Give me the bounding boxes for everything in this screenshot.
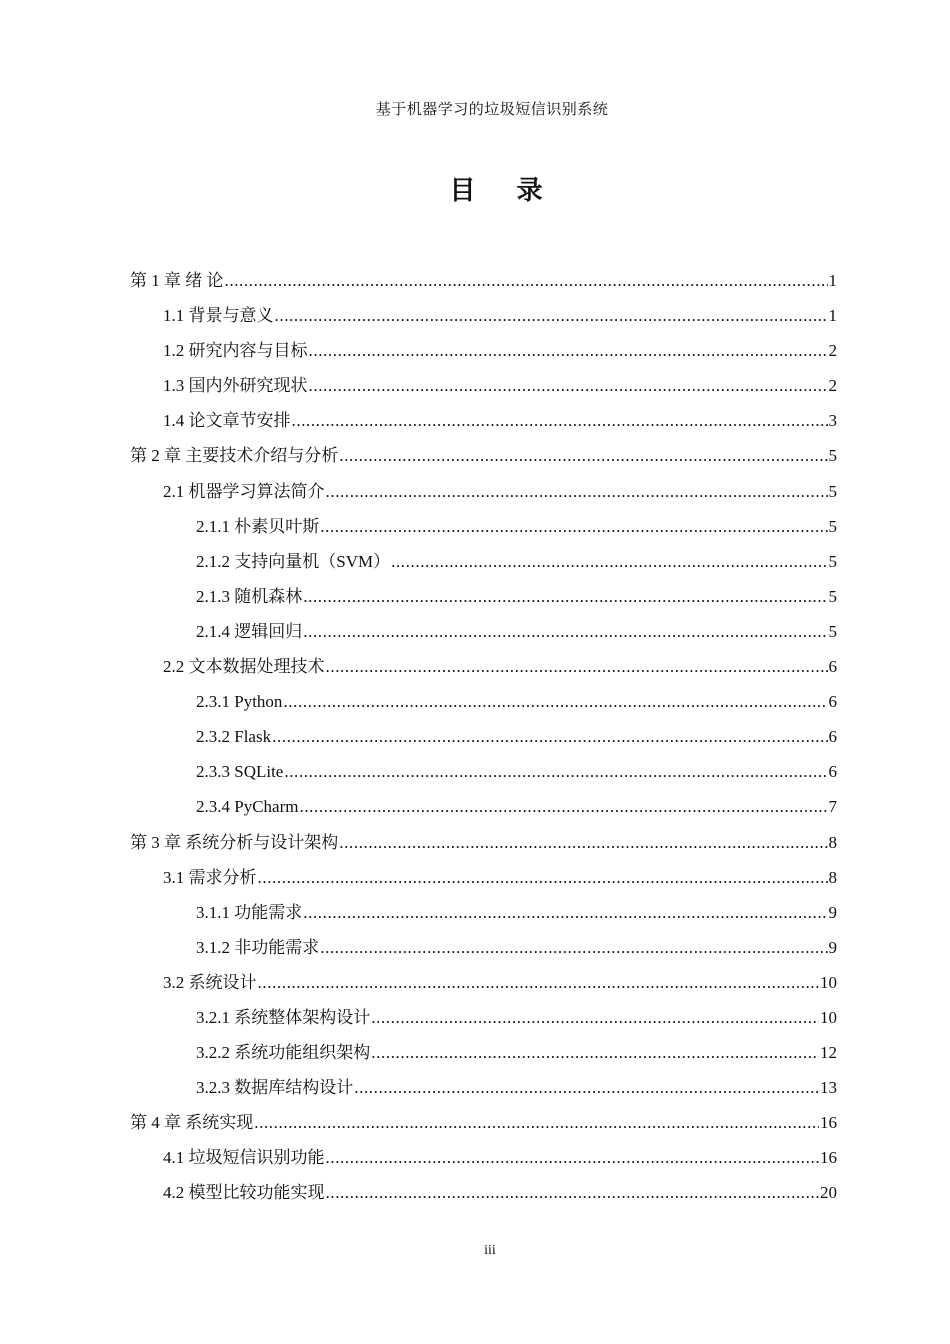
- toc-entry-label: 第 1 章 绪 论: [130, 271, 224, 290]
- toc-entry-page-number: 3: [828, 411, 837, 431]
- toc-entry-page-number: 5: [828, 551, 837, 571]
- toc-entry-label: 2.1.4 逻辑回归: [196, 621, 303, 641]
- toc-entry-page-number: 5: [828, 446, 837, 466]
- toc-entry-label: 1.2 研究内容与目标: [163, 341, 308, 361]
- toc-entry-label: 3.2 系统设计: [163, 972, 257, 992]
- table-of-contents: [130, 263, 837, 1211]
- toc-entry-page-number: 6: [828, 762, 837, 782]
- toc-entry[interactable]: [130, 754, 837, 789]
- toc-entry-page-number: 5: [828, 621, 837, 641]
- toc-entry-label: 2.1.1 朴素贝叶斯: [196, 516, 320, 536]
- toc-entry[interactable]: [130, 438, 837, 473]
- toc-entry-page-number: 9: [828, 902, 837, 922]
- toc-dot-leader: [309, 333, 828, 368]
- toc-entry-label: 2.1 机器学习算法简介: [163, 481, 325, 501]
- toc-entry-label: 3.1 需求分析: [163, 867, 257, 887]
- toc-entry-page-number: 10: [820, 1007, 837, 1027]
- toc-entry[interactable]: [130, 474, 837, 509]
- toc-entry-label: 2.1.3 随机森林: [196, 586, 303, 606]
- toc-dot-leader: [371, 1000, 819, 1035]
- toc-entry[interactable]: [130, 825, 837, 860]
- toc-entry[interactable]: [130, 579, 837, 614]
- toc-entry[interactable]: [130, 1000, 837, 1035]
- toc-entry-label: 2.3.3 SQLite: [196, 762, 284, 782]
- toc-entry-label: 3.1.1 功能需求: [196, 902, 303, 922]
- toc-dot-leader: [326, 474, 828, 509]
- toc-dot-leader: [258, 860, 828, 895]
- toc-dot-leader: [309, 368, 828, 403]
- toc-entry[interactable]: [130, 1105, 837, 1140]
- toc-dot-leader: [391, 544, 827, 579]
- toc-dot-leader: [320, 509, 827, 544]
- toc-entry-page-number: 5: [828, 516, 837, 536]
- toc-entry-label: 2.2 文本数据处理技术: [163, 657, 325, 677]
- toc-entry[interactable]: [130, 368, 837, 403]
- toc-entry-label: 2.3.2 Flask: [196, 727, 272, 747]
- toc-entry-label: 第 4 章 系统实现: [130, 1113, 254, 1133]
- toc-entry-page-number: 12: [820, 1043, 837, 1063]
- toc-dot-leader: [371, 1035, 819, 1070]
- toc-entry[interactable]: [130, 684, 837, 719]
- running-header: 基于机器学习的垃圾短信识别系统: [375, 102, 609, 118]
- toc-dot-leader: [272, 719, 827, 754]
- toc-entry-page-number: 6: [828, 692, 837, 712]
- toc-entry[interactable]: [130, 860, 837, 895]
- toc-dot-leader: [284, 754, 827, 789]
- toc-entry[interactable]: [130, 544, 837, 579]
- toc-dot-leader: [339, 825, 827, 860]
- toc-entry-label: 3.2.1 系统整体架构设计: [196, 1007, 371, 1027]
- toc-entry[interactable]: [130, 649, 837, 684]
- toc-entry-page-number: 9: [828, 937, 837, 957]
- toc-dot-leader: [303, 579, 827, 614]
- toc-entry-label: 2.1.2 支持向量机（SVM）: [196, 551, 391, 571]
- toc-dot-leader: [292, 403, 828, 438]
- toc-entry[interactable]: [130, 1035, 837, 1070]
- toc-entry-label: 3.2.2 系统功能组织架构: [196, 1043, 371, 1063]
- toc-entry-label: 4.2 模型比较功能实现: [163, 1183, 325, 1203]
- toc-entry-page-number: 10: [820, 972, 837, 992]
- toc-entry[interactable]: [130, 1070, 837, 1105]
- toc-entry[interactable]: [130, 614, 837, 649]
- toc-entry-label: 第 3 章 系统分析与设计架构: [130, 832, 339, 852]
- toc-entry-label: 2.3.4 PyCharm: [196, 797, 299, 817]
- toc-entry-page-number: 5: [828, 586, 837, 606]
- toc-entry-label: 3.1.2 非功能需求: [196, 937, 320, 957]
- toc-entry[interactable]: [130, 509, 837, 544]
- toc-entry[interactable]: [130, 895, 837, 930]
- toc-entry-label: 1.3 国内外研究现状: [163, 376, 308, 396]
- toc-entry[interactable]: [130, 1140, 837, 1175]
- toc-entry[interactable]: [130, 1175, 837, 1210]
- toc-entry-label: 2.3.1 Python: [196, 692, 283, 712]
- toc-dot-leader: [299, 789, 827, 824]
- toc-dot-leader: [320, 930, 827, 965]
- toc-dot-leader: [303, 895, 827, 930]
- toc-dot-leader: [339, 438, 827, 473]
- toc-entry-page-number: 2: [828, 376, 837, 396]
- toc-entry-label: 3.2.3 数据库结构设计: [196, 1078, 354, 1098]
- toc-entry-page-number: 16: [820, 1148, 837, 1168]
- toc-dot-leader: [303, 614, 827, 649]
- toc-title: 目 录: [449, 176, 559, 206]
- toc-entry-page-number: 1: [828, 306, 837, 326]
- toc-entry-page-number: 5: [828, 481, 837, 501]
- toc-dot-leader: [354, 1070, 819, 1105]
- toc-entry[interactable]: [130, 789, 837, 824]
- toc-entry-page-number: 6: [828, 727, 837, 747]
- toc-entry-label: 1.4 论文章节安排: [163, 411, 291, 431]
- toc-entry-page-number: 13: [820, 1078, 837, 1098]
- toc-dot-leader: [275, 298, 828, 333]
- page-number: iii: [484, 1243, 496, 1258]
- toc-dot-leader: [326, 1175, 820, 1210]
- toc-entry-page-number: 8: [828, 867, 837, 887]
- toc-entry-page-number: 6: [828, 657, 837, 677]
- toc-dot-leader: [254, 1105, 819, 1140]
- toc-entry-page-number: 2: [828, 341, 837, 361]
- toc-entry-page-number: 7: [828, 797, 837, 817]
- toc-dot-leader: [225, 263, 828, 298]
- toc-dot-leader: [326, 1140, 820, 1175]
- toc-dot-leader: [283, 684, 827, 719]
- toc-dot-leader: [326, 649, 828, 684]
- toc-entry-label: 第 2 章 主要技术介绍与分析: [130, 446, 339, 466]
- toc-entry-label: 4.1 垃圾短信识别功能: [163, 1148, 325, 1168]
- toc-entry[interactable]: [130, 263, 837, 298]
- toc-entry-page-number: 1: [828, 271, 837, 290]
- toc-entry[interactable]: [130, 333, 837, 368]
- toc-dot-leader: [258, 965, 820, 1000]
- toc-entry-page-number: 16: [820, 1113, 837, 1133]
- toc-entry[interactable]: [130, 965, 837, 1000]
- toc-entry[interactable]: [130, 930, 837, 965]
- toc-entry[interactable]: [130, 719, 837, 754]
- toc-entry-label: 1.1 背景与意义: [163, 306, 274, 326]
- toc-entry[interactable]: [130, 403, 837, 438]
- toc-entry-page-number: 20: [820, 1183, 837, 1203]
- toc-entry-page-number: 8: [828, 832, 837, 852]
- toc-entry[interactable]: [130, 298, 837, 333]
